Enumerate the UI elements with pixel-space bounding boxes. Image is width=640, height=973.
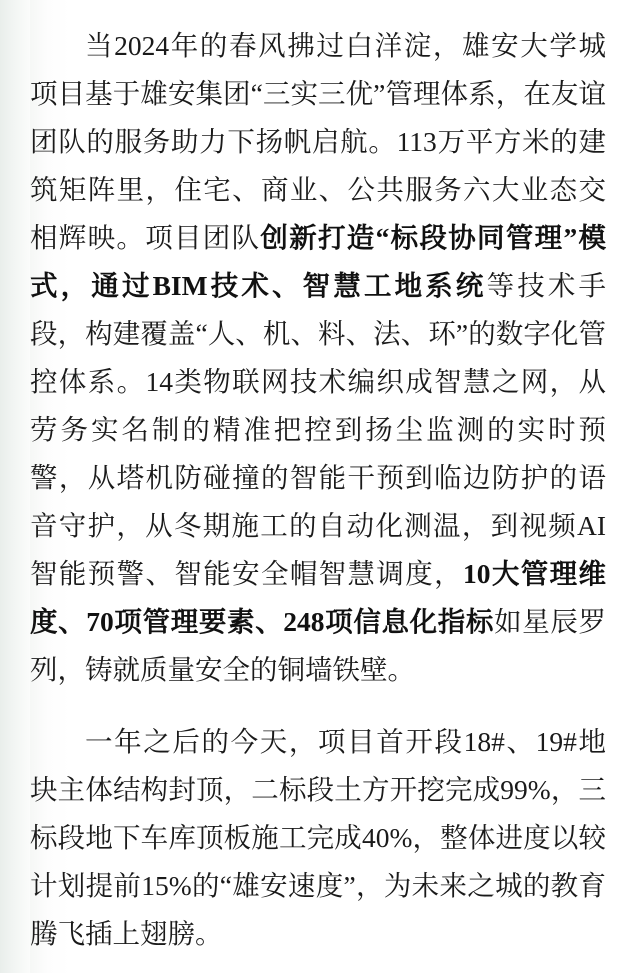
text-run: 如星辰罗列，铸就质量安全的铜墙铁壁。 [30,606,607,685]
document-content [30,22,606,958]
text-run-emphasis: 10大管理维度、70项管理要素、248项信息化指标 [30,558,607,637]
text-run: 等技术手段，构建覆盖“人、机、料、法、环”的数字化管控体系。14类物联网技术编织成智慧之网，从劳务实名制的精准把控到扬尘监测的实时预警，从塔机防碰撞的智能干预到临边防护的语音守护，从冬期施工的自动化测温，到视频AI智能预警、智能安全帽智慧调度， [30,270,607,589]
text-run: 一年之后的今天，项目首开段18#、19#地块主体结构封顶，二标段土方开挖完成99%，三标段地下车库顶板施工完成40%，整体进度以较计划提前15%的“雄安速度”，为未来之城的教育腾飞插上翅膀。 [30,726,606,949]
text-run-emphasis: 创新打造“标段协同管理”模式，通过BIM技术、智慧工地系统 [30,222,607,301]
paragraph-2 [30,718,606,958]
page-left-edge-shading [0,0,30,973]
paragraph-1 [30,22,606,694]
text-run: 当2024年的春风拂过白洋淀，雄安大学城项目基于雄安集团“三实三优”管理体系，在友谊团队的服务助力下扬帆启航。113万平方米的建筑矩阵里，住宅、商业、公共服务六大业态交相辉映。项目团队 [30,30,606,253]
